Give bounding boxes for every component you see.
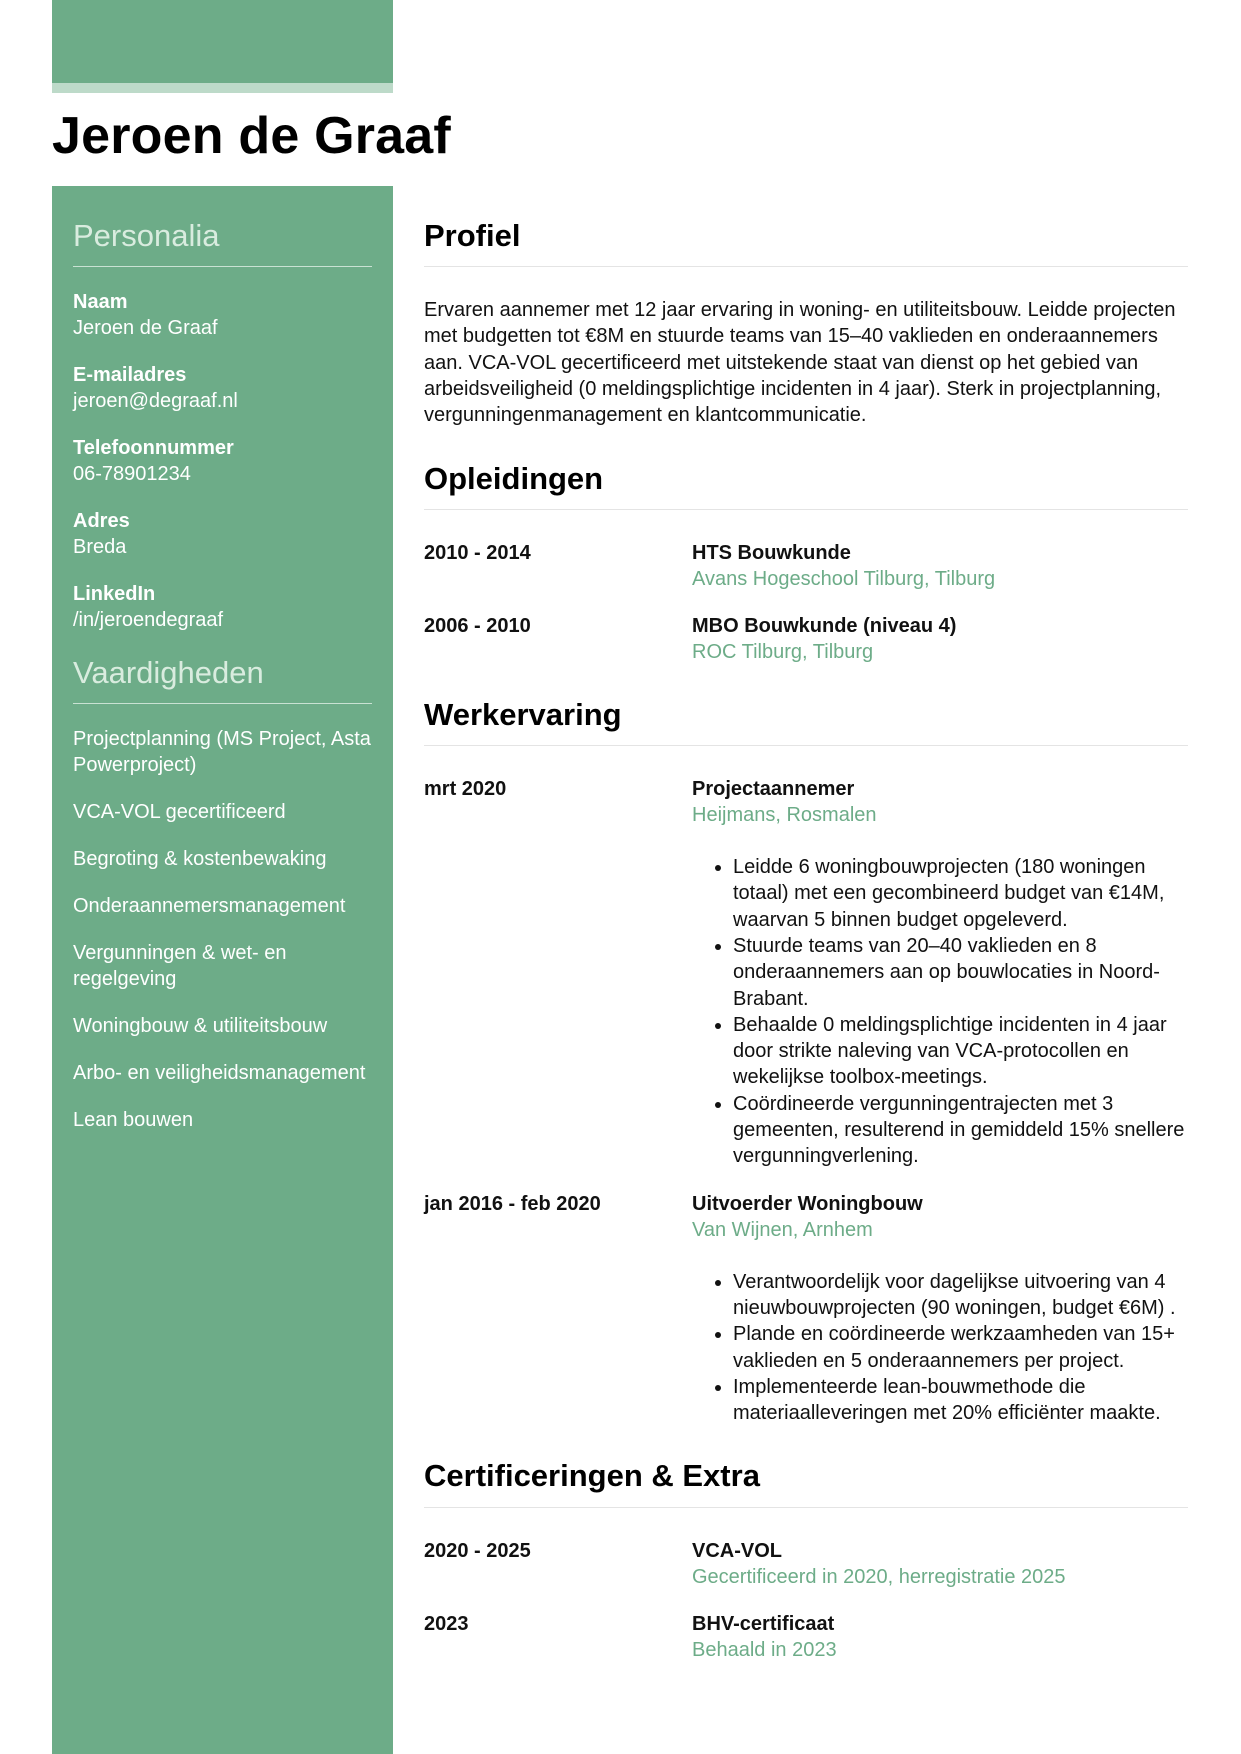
entry-date: 2023	[424, 1612, 469, 1635]
entry-title: VCA-VOL	[692, 1539, 782, 1562]
skill-item: VCA-VOL gecertificeerd	[73, 801, 286, 824]
entry-institution: Avans Hogeschool Tilburg, Tilburg	[692, 567, 996, 590]
candidate-name: Jeroen de Graaf	[52, 107, 451, 165]
achievement-list	[692, 854, 1188, 1170]
personal-label: E-mailadres	[73, 364, 187, 387]
entry-employer: Heijmans, Rosmalen	[692, 804, 877, 827]
entry-body	[692, 1538, 1188, 1590]
achievement-item: • Behaalde 0 meldingsplichtige incidenten in 4 jaar door strikte naleving van VCA-protocollen en wekelijkse toolbox-meetings.	[733, 1012, 1188, 1091]
personal-item-email	[73, 362, 372, 414]
education-heading: Opleidingen	[424, 460, 604, 496]
achievement-item: • Implementeerde lean-bouwmethode die materiaalleveringen met 20% efficiënter maakte.	[733, 1374, 1188, 1427]
profile-section	[424, 186, 1188, 429]
experience-entry	[424, 776, 1188, 1170]
skill-item: Lean bouwen	[73, 1109, 194, 1132]
personal-item-name	[73, 289, 372, 341]
entry-body	[692, 540, 1188, 592]
profile-heading: Profiel	[424, 218, 521, 253]
entry-employer: Van Wijnen, Arnhem	[692, 1218, 873, 1241]
personal-item-linkedin	[73, 581, 372, 633]
education-section	[424, 429, 1188, 665]
experience-heading: Werkervaring	[424, 696, 622, 732]
personal-value: 06-78901234	[73, 463, 191, 486]
skill-item: Vergunningen & wet- en regelgeving	[73, 942, 287, 991]
entry-body	[692, 1611, 1188, 1663]
entry-date: jan 2016 - feb 2020	[424, 1192, 601, 1215]
entry-date: 2006 - 2010	[424, 614, 531, 637]
achievement-item: • Plande en coördineerde werkzaamheden van 15+ vaklieden en 5 onderaannemers per project.	[733, 1321, 1188, 1374]
header-color-stripe	[52, 83, 393, 93]
entry-body	[692, 776, 1188, 1170]
experience-entry	[424, 1191, 1188, 1427]
entry-body	[692, 613, 1188, 665]
section-divider	[424, 745, 1188, 746]
entry-body	[692, 1191, 1188, 1427]
skill-item: Woningbouw & utiliteitsbouw	[73, 1015, 328, 1038]
certifications-heading: Certificeringen & Extra	[424, 1458, 760, 1494]
email-link[interactable]: jeroen@degraaf.nl	[73, 390, 238, 413]
personal-value: Jeroen de Graaf	[73, 317, 218, 340]
education-entry	[424, 613, 1188, 665]
profile-text: Ervaren aannemer met 12 jaar ervaring in woning- en utiliteitsbouw. Leidde projecten met budgetten tot €8M en stuurde teams van 15–40 vaklieden en onderaannemers aan. VCA-VOL gecertificeerd met uitstekende staat van dienst op het gebied van arbeidsveiligheid (0 meldingsplichtige incidenten in 4 jaar). Sterk in projectplanning, vergunningenmanagement en klantcommunicatie.	[424, 299, 1176, 427]
skills-divider	[73, 703, 372, 704]
personal-item-address	[73, 508, 372, 560]
personal-label: Adres	[73, 510, 130, 533]
certification-entry	[424, 1538, 1188, 1590]
achievement-list	[692, 1269, 1188, 1427]
skill-item: Projectplanning (MS Project, Asta Powerproject)	[73, 728, 371, 777]
personal-value: Breda	[73, 536, 127, 559]
entry-detail: Behaald in 2023	[692, 1638, 837, 1661]
entry-date: mrt 2020	[424, 778, 507, 801]
entry-title: BHV-certificaat	[692, 1612, 835, 1635]
entry-detail: Gecertificeerd in 2020, herregistratie 2025	[692, 1565, 1066, 1588]
skill-item: Arbo- en veiligheidsmanagement	[73, 1062, 366, 1085]
entry-title: Projectaannemer	[692, 778, 855, 801]
section-divider	[424, 509, 1188, 510]
linkedin-link[interactable]: /in/jeroendegraaf	[73, 609, 224, 632]
personal-label: Naam	[73, 291, 128, 314]
skill-item: Begroting & kostenbewaking	[73, 848, 327, 871]
header-color-band	[52, 0, 393, 83]
entry-institution: ROC Tilburg, Tilburg	[692, 640, 874, 663]
achievement-item: • Leidde 6 woningbouwprojecten (180 woningen totaal) met een gecombineerd budget van €14M, waarvan 5 binnen budget opgeleverd.	[733, 854, 1188, 933]
entry-title: MBO Bouwkunde (niveau 4)	[692, 614, 957, 637]
personalia-divider	[73, 266, 372, 267]
entry-date: 2020 - 2025	[424, 1539, 531, 1562]
achievement-item: • Stuurde teams van 20–40 vaklieden en 8 onderaannemers aan op bouwlocaties in Noord-Brabant.	[733, 933, 1188, 1012]
section-divider	[424, 1507, 1188, 1508]
achievement-item: • Coördineerde vergunningentrajecten met 3 gemeenten, resulterend in gemiddeld 15% snellere vergunningverlening.	[733, 1091, 1188, 1170]
education-entry	[424, 540, 1188, 592]
main-content	[424, 186, 1188, 1684]
entry-date: 2010 - 2014	[424, 541, 531, 564]
personal-item-phone	[73, 435, 372, 487]
certification-entry	[424, 1611, 1188, 1663]
certifications-section	[424, 1447, 1188, 1662]
personalia-heading: Personalia	[73, 218, 220, 253]
personal-label: LinkedIn	[73, 583, 156, 606]
skills-heading: Vaardigheden	[73, 655, 264, 691]
experience-section	[424, 686, 1188, 1427]
entry-title: HTS Bouwkunde	[692, 541, 851, 564]
skill-item: Onderaannemersmanagement	[73, 895, 346, 918]
achievement-item: • Verantwoordelijk voor dagelijkse uitvoering van 4 nieuwbouwprojecten (90 woningen, budget €6M) .	[733, 1269, 1188, 1322]
sidebar	[52, 186, 393, 1754]
section-divider	[424, 266, 1188, 267]
entry-title: Uitvoerder Woningbouw	[692, 1192, 923, 1215]
personal-label: Telefoonnummer	[73, 437, 234, 460]
